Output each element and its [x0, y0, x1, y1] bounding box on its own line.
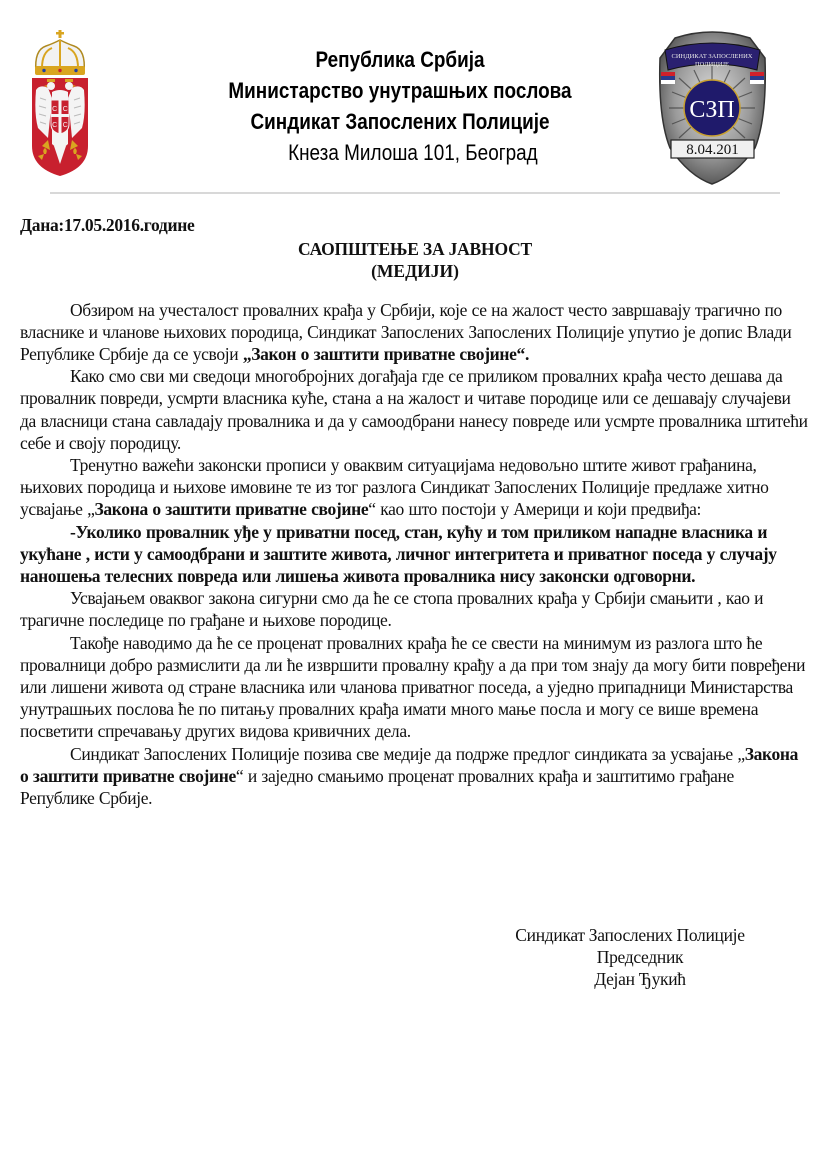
paragraph-1-text: Обзиром на учесталост провалних крађа у Србији, које се на жалост често завршавају трагично по власнике и чланове њихових породица, Синдикат Запослених Запослених Полиције упутио је допис Влади Републике Србије да се усвоји	[20, 299, 792, 365]
svg-text:С: С	[62, 106, 68, 113]
letterhead-text	[150, 44, 650, 168]
letterhead-union: Синдикат Запослених Полиције	[250, 109, 550, 134]
paragraph-5: Усвајањем оваквог закона сигурни смо да ће се стопа провалних крађа у Србији смањити , као и трагичне последице по грађане и њихове породице.	[20, 588, 764, 631]
header-separator	[50, 192, 780, 194]
document-date: Дана:17.05.2016.године	[20, 215, 195, 235]
svg-text:ПОЛИЦИЈЕ: ПОЛИЦИЈЕ	[694, 61, 730, 68]
press-release	[20, 214, 810, 809]
letterhead-country: Република Србија	[315, 47, 485, 72]
paragraph-3-text-after: “ као што постоји у Америци и који предвиђа:	[368, 499, 702, 520]
svg-text:С: С	[62, 122, 68, 129]
svg-text:С: С	[52, 122, 58, 129]
paragraph-1-law-name: „Закон о заштити приватне својине“.	[242, 344, 529, 365]
paragraph-6: Такође наводимо да ће се проценат провалних крађа ће се свести на минимум из разлога што ће провалници добро размислити да ли ће извршити провалну крађу а да при том знају да могу бити повређени или лишени живота од стране власника или чланова приватног поседа, а уједно припадници Министарства унутрашњих послова ће по питању провалних крађа имати много мање посла и могу се више времена посветити спречавању других видова кривичних дела.	[20, 632, 806, 742]
paragraph-1	[20, 299, 810, 366]
paragraph-3-text-before: Тренутно важећи законски прописи у оваквим ситуацијама недовољно штите живот грађанина, њихових породица и њихове имовине те из тог разлога Синдикат Запослених Полиције предлаже хитно усвајање „	[20, 455, 769, 520]
paragraph-7-law-name: Закона о заштити приватне својине	[20, 743, 799, 786]
serbian-coat-of-arms-icon	[30, 28, 90, 178]
svg-text:СИНДИКАТ ЗАПОСЛЕНИХ: СИНДИКАТ ЗАПОСЛЕНИХ	[671, 53, 753, 60]
svg-text:С: С	[52, 106, 58, 113]
paragraph-7	[20, 743, 810, 810]
police-union-badge-icon	[655, 28, 770, 186]
badge-center-text: СЗП	[689, 97, 735, 123]
document-title: САОПШТЕЊЕ ЗА ЈАВНОСТ	[298, 239, 532, 260]
document-subtitle: (МЕДИЈИ)	[371, 261, 459, 282]
signature-title: Председник	[596, 947, 684, 967]
paragraph-4-provision: -Уколико провалник уђе у приватни посед, стан, кућу и том приликом нападне власника и укућане , исти у самоодбрани и заштите живота, личног интегритета и приватног поседа у случају наношења телесних повреда или лишења живота провалника нису законски одговорни.	[20, 521, 777, 587]
paragraph-7-text-after: “ и заједно смањимо проценат провалних крађа и заштитимо грађане Републике Србије.	[20, 765, 734, 809]
signature-block	[480, 924, 780, 990]
badge-date-text: 8.04.201	[686, 142, 739, 158]
signature-name: Дејан Ђукић	[594, 969, 686, 989]
letterhead-ministry: Министарство унутрашњих послова	[228, 78, 572, 103]
paragraph-7-text-before: Синдикат Запослених Полиције позива све медије да подрже предлог синдиката за усвајање „	[70, 743, 745, 764]
paragraph-3	[20, 454, 810, 521]
paragraph-3-law-name: Закона о заштити приватне својине	[94, 499, 369, 520]
paragraph-2: Како смо сви ми сведоци многобројних догађаја где се приликом провалних крађа често дешава да провалник повреди, усмрти власника куће, стана а на жалост и читаве породице или се дешавају случајеви да власници стана савладају провалника и да у самоодбрани нанесу повреде или усмрте провалника штитећи себе и своју породицу.	[20, 366, 808, 453]
signature-organization: Синдикат Запослених Полиције	[515, 925, 745, 945]
letterhead-address: Кнеза Милоша 101, Београд	[288, 140, 538, 165]
document-body	[20, 299, 810, 810]
letterhead	[0, 0, 830, 200]
